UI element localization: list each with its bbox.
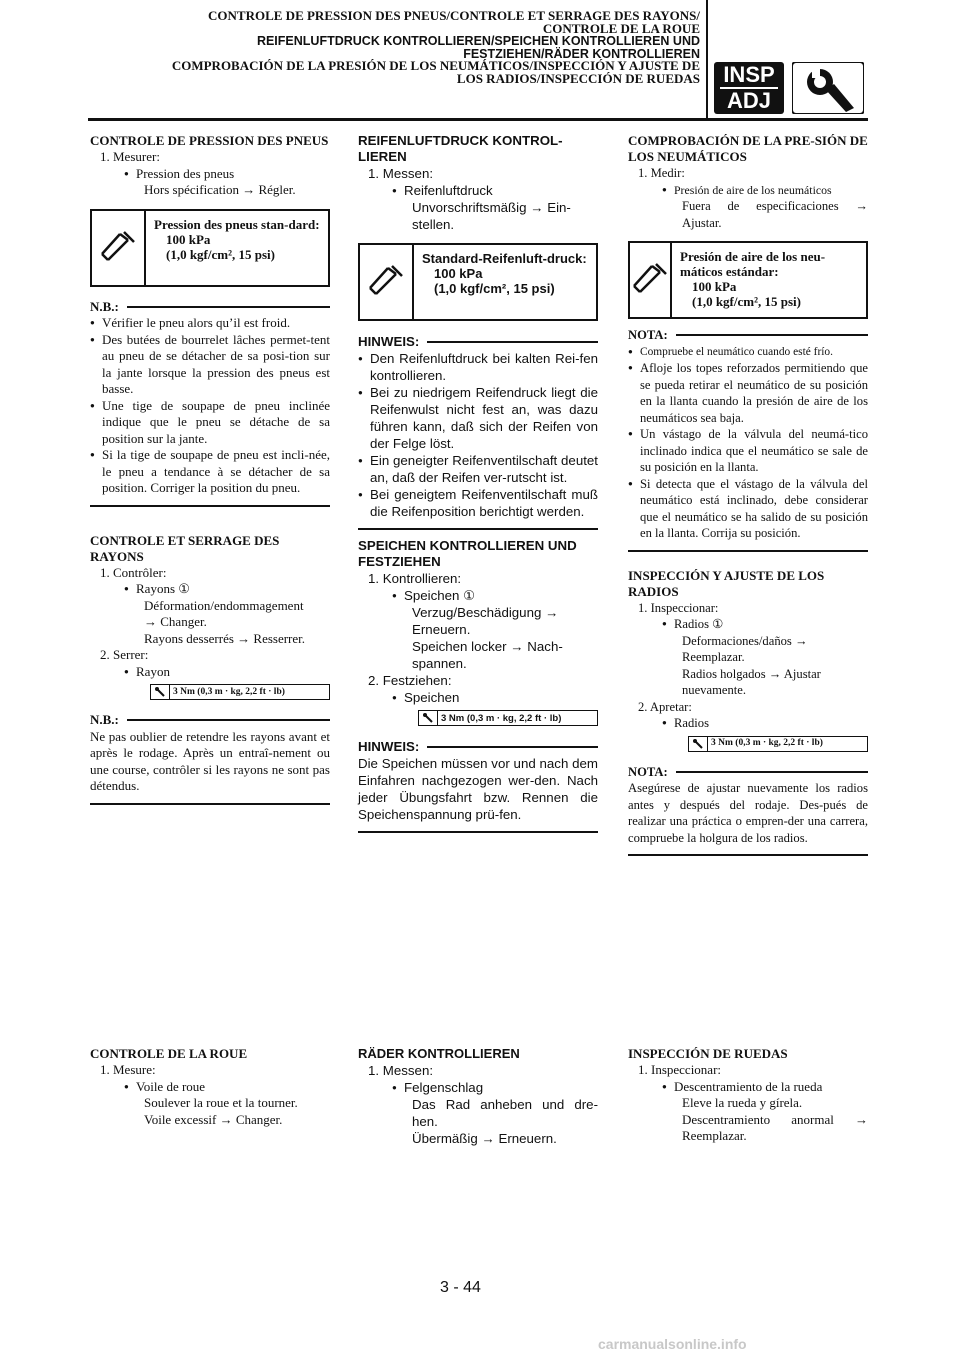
spec-icon: [360, 245, 414, 319]
fr-step: 1. Mesurer:: [100, 149, 160, 164]
torque-wrench-icon: [419, 711, 438, 725]
fr-note-item: ● Une tige de soupape de pneu inclinée indique que le pneu se détache de sa position sur la jante.: [90, 398, 330, 448]
es-note-header: [628, 327, 868, 344]
fr-torque-spec: [150, 684, 330, 700]
de-note-header: [358, 738, 598, 755]
fr-note-label: N.B.:: [90, 712, 119, 727]
fr-spokes-title: CONTROLE ET SERRAGE DES RAYONS: [90, 532, 280, 564]
de-wheel-title: RÄDER KONTROLLIEREN: [358, 1046, 520, 1061]
es-step: 1. Inspeccionar:: [638, 1062, 722, 1077]
fr-step: 2. Serrer:: [100, 647, 149, 662]
fr-spec-value-alt: (1,0 kgf/cm², 15 psi): [166, 246, 275, 262]
de-bullet-sub: Unvorschriftsmäßig → Ein-stellen.: [412, 200, 571, 232]
fr-step: 1. Mesure:: [100, 1062, 156, 1077]
header-separator: [706, 0, 708, 118]
de-spec-value-alt: (1,0 kgf/cm², 15 psi): [434, 281, 555, 296]
de-wheel-section: [358, 1046, 598, 1147]
de-spec-value: 100 kPa: [434, 266, 483, 281]
fr-wheel-section: [90, 1046, 330, 1128]
de-bullet-line: Das Rad anheben und dre-hen.: [412, 1097, 598, 1129]
fr-bullet: ● Voile de roue: [124, 1079, 330, 1096]
fr-note-text: Ne pas oublier de retendre les rayons avant et après le rodage. Après un entraî-nement ou une course, contrôler si les rayons ne sont pas détendus.: [90, 728, 330, 793]
fr-bullet: ● Rayons ①: [124, 581, 330, 598]
es-spec-box: [628, 241, 868, 319]
de-bullet: ● Reifenluftdruck: [392, 182, 598, 199]
es-note-label: NOTA:: [628, 328, 668, 342]
es-spec-value: 100 kPa: [692, 279, 737, 294]
fr-note-item: ● Des butées de bourrelet lâches permet-tent au pneu de se détacher de sa posi-tion sur la jante lorsque la pression des pneus est basse.: [90, 332, 330, 398]
de-note-item: ● Den Reifenluftdruck bei kalten Rei-fen kontrollieren.: [358, 350, 598, 384]
fr-bullet-line: → Changer.: [144, 614, 207, 629]
de-tire-pressure-title: REIFENLUFTDRUCK KONTROL-LIEREN: [358, 133, 563, 164]
es-bullet: ● Radios: [662, 715, 868, 732]
es-torque-value: 3 Nm (0,3 m · kg, 2,2 ft · lb): [711, 738, 823, 749]
de-bullet-line: Übermäßig → Erneuern.: [412, 1131, 557, 1146]
es-note-item: ● Si detecta que el vástago de la válvula del neumático está inclinado, debe considerar que el neumático se ha salido de su posición en la llanta. Corrija su posición.: [628, 476, 868, 542]
spec-icon: [630, 243, 672, 317]
es-spokes-title: INSPECCIÓN Y AJUSTE DE LOS RADIOS: [628, 567, 825, 599]
de-bullet: ● Speichen ①: [392, 587, 598, 604]
header-line-6: LOS RADIOS/INSPECCIÓN DE RUEDAS: [456, 70, 700, 86]
fr-bullet-line: Déformation/endommagement: [144, 597, 304, 613]
es-bullet: ● Presión de aire de los neumáticos: [662, 182, 868, 199]
fr-tire-pressure-title: CONTROLE DE PRESSION DES PNEUS: [90, 133, 329, 148]
header-rule: [88, 118, 868, 121]
column-spanish: [628, 133, 868, 856]
header-line-3: REIFENLUFTDRUCK KONTROLLIEREN/SPEICHEN KONTROLLIEREN UND: [256, 34, 700, 48]
es-step: 1. Medir:: [638, 166, 685, 180]
wrench-icon: [792, 62, 864, 114]
header-line-2: CONTROLE DE LA ROUE: [542, 20, 700, 36]
es-bullet-line: Descentramiento anormal → Reemplazar.: [682, 1111, 868, 1143]
es-note-item: ● Afloje los topes reforzados permitiendo que se pueda retirar el neumático de su posición en la llanta cuando la presión de aire de los neumáticos sea baja.: [628, 360, 868, 426]
fr-note-item: ● Si la tige de soupape de pneu est incli-née, le pneu a tendance à se détacher de sa position. Corriger la position du pneu.: [90, 447, 330, 497]
es-note-end-rule: [628, 854, 868, 856]
es-bullet-line: Eleve la rueda y gírela.: [682, 1095, 803, 1110]
de-bullet: ● Speichen: [392, 689, 598, 706]
de-spec-box: [358, 243, 598, 321]
es-note-item: ● Un vástago de la válvula del neumá-tico inclinado indica que el neumático se sale de su posición en la llanta.: [628, 426, 868, 476]
de-note-label: HINWEIS:: [358, 739, 420, 754]
de-note-label: HINWEIS:: [358, 334, 420, 349]
fr-bullet-sub: Hors spécification → Régler.: [144, 182, 296, 197]
fr-bullet: ● Pression des pneus: [124, 166, 330, 183]
badge-top: INSP: [723, 62, 775, 87]
es-bullet-sub: Fuera de especificaciones → Ajustar.: [682, 199, 868, 230]
fr-bullet-line: Voile excessif → Changer.: [144, 1111, 283, 1127]
fr-step: 1. Contrôler:: [100, 564, 167, 580]
es-wheel-section: [628, 1046, 868, 1145]
es-step: 1. Inspeccionar:: [638, 600, 719, 615]
fr-note-header: [90, 299, 330, 316]
de-step: 2. Festziehen:: [368, 673, 452, 688]
torque-wrench-icon: [151, 685, 170, 699]
column-french: [90, 133, 330, 805]
es-note-end-rule: [628, 550, 868, 552]
es-note-header: [628, 764, 868, 781]
insp-adj-badge: [714, 62, 784, 114]
es-bullet-line: Reemplazar.: [682, 650, 745, 664]
es-note-text: Asegúrese de ajustar nuevamente los radios antes y después del rodaje. Des-pués de realizar una práctica o empren-der una carrera, compruebe la holgura de los radios.: [628, 781, 868, 845]
fr-note-end-rule: [90, 505, 330, 507]
de-spokes-title: SPEICHEN KONTROLLIEREN UND FESTZIEHEN: [358, 538, 577, 569]
watermark[interactable]: carmanualsonline.info: [598, 1336, 747, 1352]
page-number: 3 - 44: [440, 1279, 481, 1296]
fr-note-end-rule: [90, 803, 330, 805]
fr-torque-value: 3 Nm (0,3 m · kg, 2,2 ft · lb): [173, 686, 285, 697]
de-note-item: ● Ein geneigter Reifenventilschaft deutet an, daß der Reifen ver-rutscht ist.: [358, 452, 598, 486]
es-wheel-title: INSPECCIÓN DE RUEDAS: [628, 1046, 788, 1061]
header-line-1: CONTROLE DE PRESSION DES PNEUS/CONTROLE ET SERRAGE DES RAYONS/: [208, 8, 700, 23]
de-note-end-rule: [358, 831, 598, 833]
es-note-label: NOTA:: [628, 764, 668, 779]
header-line-5: COMPROBACIÓN DE LA PRESIÓN DE LOS NEUMÁTICOS/INSPECCIÓN Y AJUSTE DE: [171, 58, 700, 73]
badge-bottom: ADJ: [726, 88, 771, 113]
es-spec-label: Presión de aire de los neu-máticos estándar:: [680, 249, 826, 279]
torque-wrench-icon: [689, 737, 708, 751]
es-step: 2. Apretar:: [638, 699, 692, 714]
fr-spec-value: 100 kPa: [166, 231, 211, 247]
de-note-end-rule: [358, 528, 598, 530]
es-bullet-line: Radios holgados → Ajustar nuevamente.: [682, 666, 821, 697]
de-bullet-line: Erneuern.: [412, 622, 471, 637]
de-bullet-line: Speichen locker → Nach-spannen.: [412, 639, 563, 671]
column-german: [358, 133, 598, 833]
fr-bullet-line: Rayons desserrés → Resserrer.: [144, 630, 306, 646]
de-bullet: ● Felgenschlag: [392, 1079, 598, 1096]
de-spec-label: Standard-Reifenluft-druck:: [422, 251, 587, 266]
de-step: 1. Kontrollieren:: [368, 571, 462, 586]
de-torque-spec: [418, 710, 598, 726]
fr-wheel-title: CONTROLE DE LA ROUE: [90, 1046, 248, 1061]
de-note-item: ● Bei zu niedrigem Reifendruck liegt die Reifenwulst nicht fest an, was dazu führen kann, daß sich der Reifen von der Felge löst.: [358, 384, 598, 452]
es-torque-spec: [688, 736, 868, 752]
fr-bullet-line: Soulever la roue et la tourner.: [144, 1095, 298, 1110]
fr-bullet: ● Rayon: [124, 664, 330, 681]
fr-spec-box: [90, 209, 330, 287]
es-spec-value-alt: (1,0 kgf/cm², 15 psi): [692, 294, 801, 309]
fr-note-item: ● Vérifier le pneu alors qu’il est froid.: [90, 315, 330, 332]
de-torque-value: 3 Nm (0,3 m · kg, 2,2 ft · lb): [441, 712, 562, 724]
header-line-4: FESTZIEHEN/RÄDER KONTROLLIEREN: [463, 46, 700, 61]
de-step: 1. Messen:: [368, 166, 434, 181]
es-bullet: ● Descentramiento de la rueda: [662, 1079, 868, 1096]
de-note-text: Die Speichen müssen vor und nach dem Einfahren nachgezogen wer-den. Nach jeder Übungsfahrt bzw. Rennen die Speichenspannung prü-fen.: [358, 756, 598, 822]
de-step: 1. Messen:: [368, 1063, 434, 1078]
de-note-item: ● Bei geneigtem Reifenventilschaft muß die Reifenposition berichtigt werden.: [358, 486, 598, 520]
page-header: [60, 10, 700, 85]
es-bullet-line: Deformaciones/daños →: [682, 633, 808, 648]
es-note-item: ● Compruebe el neumático cuando esté frío.: [628, 344, 868, 361]
fr-note-label: N.B.:: [90, 298, 119, 314]
de-bullet-line: Verzug/Beschädigung →: [412, 605, 559, 620]
spec-icon: [92, 211, 146, 285]
es-bullet: ● Radios ①: [662, 616, 868, 633]
de-note-header: [358, 333, 598, 350]
fr-spec-label: Pression des pneus stan-dard:: [154, 216, 320, 232]
es-tire-pressure-title: COMPROBACIÓN DE LA PRE-SIÓN DE LOS NEUMÁTICOS: [628, 133, 868, 164]
fr-note-header: [90, 712, 330, 729]
